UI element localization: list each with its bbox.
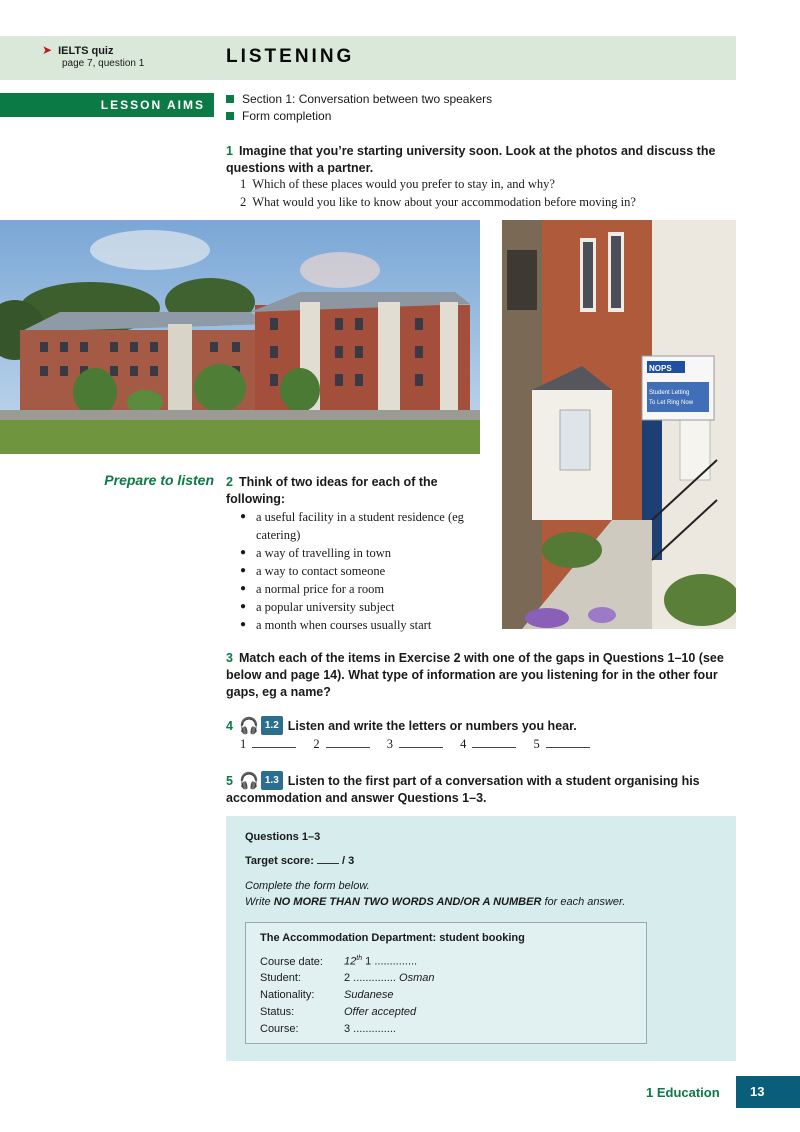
list-item: ● a month when courses usually start [240,616,480,634]
form-row-status: Status: Offer accepted [260,1006,417,1018]
track-badge: 1.2 [261,716,283,735]
headphones-icon: 🎧 [238,773,259,790]
quiz-reference: ➤ IELTS quiz page 7, question 1 [42,43,145,69]
list-item: ● a useful facility in a student residence (eg catering) [240,508,480,544]
exercise-1: 1 Imagine that you’re starting university soon. Look at the photos and discuss the questions with a partner. [226,144,716,175]
lesson-aim-item: Form completion [226,109,331,123]
instruction-2: Write NO MORE THAN TWO WORDS AND/OR A NUMBER for each answer. [245,896,626,908]
form-row-nationality: Nationality: Sudanese [260,989,394,1001]
form-row-course: Course: 3 .............. [260,1023,396,1035]
form-row-student: Student: 2 .............. Osman [260,972,435,984]
exercise-3: 3 Match each of the items in Exercise 2 with one of the gaps in Questions 1–10 (see below and page 14). What type of information are you listening for in the other four gaps, eg a name? [226,651,724,699]
bullet-square-icon [226,112,234,120]
exercise-2-list [240,508,480,634]
terraced-house-photo [502,220,736,629]
list-item: ● a way to contact someone [240,562,480,580]
list-item: ● a normal price for a room [240,580,480,598]
exercise-4: 4 🎧 1.2 Listen and write the letters or numbers you hear. [226,718,577,735]
exercise-2: 2 Think of two ideas for each of the following: [226,475,438,506]
list-item: ● a way of travelling in town [240,544,480,562]
questions-title: Questions 1–3 [245,831,321,843]
form-title: The Accommodation Department: student booking [260,932,525,944]
track-badge: 1.3 [261,771,283,790]
unit-title: 1 Education [646,1085,720,1100]
sign-line-1: Student Letting [649,390,690,396]
bullet-square-icon [226,95,234,103]
student-residence-photo [0,220,480,454]
section-title: LISTENING [226,46,355,67]
booking-form [245,922,647,1044]
prepare-to-listen-label: Prepare to listen [104,472,214,488]
sign-line-2: To Let Ring Now [649,400,694,406]
exercise-5: 5 🎧 1.3 Listen to the first part of a conversation with a student organising his accommodation and answer Questions 1–3. [226,773,700,805]
sign-brand: NOPS [649,364,672,373]
exercise-1-question: 1 Which of these places would you prefer to stay in, and why? [240,177,555,191]
form-row-course-date: Course date: 12th 1 .............. [260,955,418,968]
instruction-1: Complete the form below. [245,880,370,892]
target-score: Target score: / 3 [245,855,355,867]
lesson-aims-label: LESSON AIMS [100,98,205,112]
list-item: ● a popular university subject [240,598,480,616]
arrow-icon: ➤ [42,43,53,57]
exercise-4-gaps: 1 2 3 4 5 [240,737,604,752]
page-number: 13 [736,1076,800,1108]
headphones-icon: 🎧 [238,718,259,735]
lesson-aim-item: Section 1: Conversation between two speakers [226,92,492,106]
exercise-1-question: 2 What would you like to know about your accommodation before moving in? [240,195,636,209]
